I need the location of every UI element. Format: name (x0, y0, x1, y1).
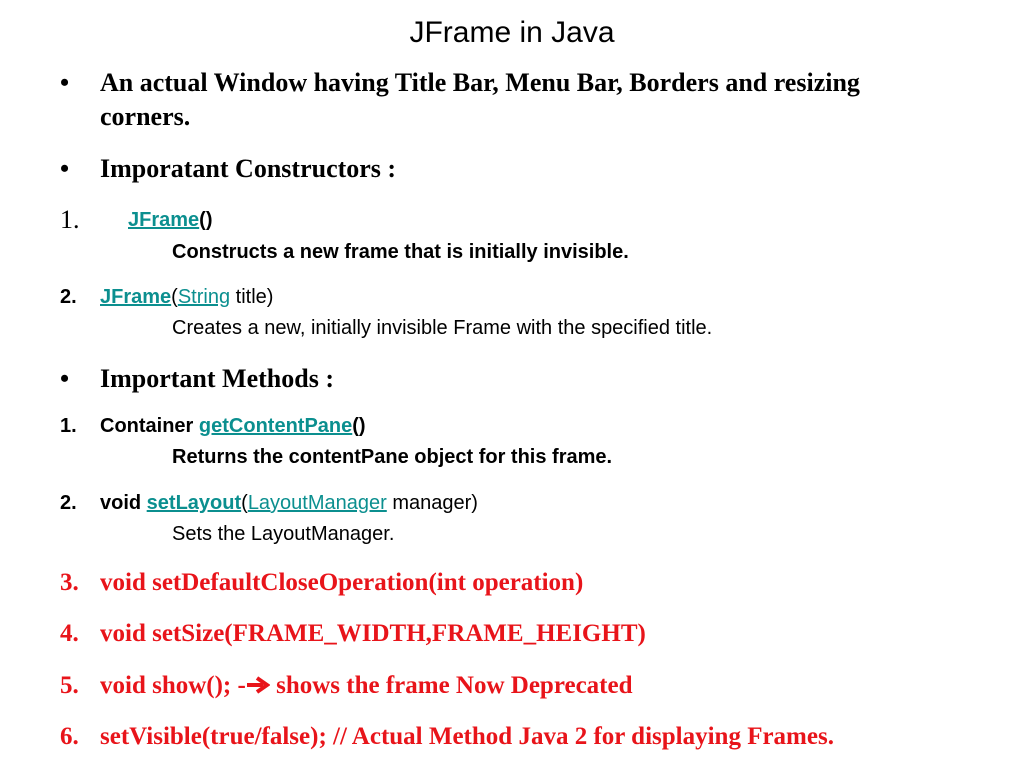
bullet-marker: • (60, 154, 70, 183)
open-paren: ( (171, 286, 178, 308)
method-3-number: 3. (60, 569, 79, 596)
constructor-2-signature (100, 286, 273, 309)
method-5-number: 5. (60, 672, 79, 699)
method-2-description: Sets the LayoutManager. (172, 523, 395, 545)
methods-heading: Important Methods : (100, 364, 334, 393)
window-description-line2: corners. (100, 102, 191, 131)
constructor-2-number: 2. (60, 286, 77, 308)
method-3-text: void setDefaultCloseOperation(int operation) (100, 569, 584, 596)
string-link[interactable]: String (177, 286, 231, 308)
parens: () (352, 415, 366, 437)
slide-title: JFrame in Java (409, 16, 615, 49)
method-2-signature (100, 492, 478, 515)
layoutmanager-link[interactable]: LayoutManager (247, 492, 387, 514)
method-1-number: 1. (60, 415, 77, 437)
return-type: Container (100, 415, 199, 437)
constructor-1-signature (128, 209, 212, 232)
method-5-text (100, 672, 633, 700)
param-rest: title) (230, 286, 274, 308)
constructor-1-description: Constructs a new frame that is initially invisible. (172, 241, 629, 263)
bullet-marker: • (60, 68, 70, 97)
return-type: void (100, 492, 147, 514)
method-1-description: Returns the contentPane object for this frame. (172, 446, 613, 468)
open-paren: ( (241, 492, 248, 514)
getcontentpane-link[interactable]: getContentPane (198, 415, 353, 437)
bullet-marker: • (60, 364, 70, 393)
jframe-link[interactable]: JFrame (128, 209, 200, 231)
constructor-1-number: 1. (60, 205, 80, 234)
right-arrow-icon (246, 672, 270, 699)
method-6-text: setVisible(true/false); // Actual Method Java 2 for displaying Frames. (100, 723, 834, 750)
method-5-after: shows the frame Now Deprecated (269, 672, 633, 699)
method-5-before: void show(); - (100, 672, 246, 699)
method-4-text: void setSize(FRAME_WIDTH,FRAME_HEIGHT) (100, 620, 646, 647)
jframe-link[interactable]: JFrame (100, 286, 172, 308)
constructors-heading: Imporatant Constructors : (100, 154, 397, 183)
method-2-number: 2. (60, 492, 77, 514)
setlayout-link[interactable]: setLayout (146, 492, 242, 514)
window-description-line1: An actual Window having Title Bar, Menu Bar, Borders and resizing (100, 68, 860, 97)
param-rest: manager) (386, 492, 478, 514)
method-6-number: 6. (60, 723, 79, 750)
constructor-2-description: Creates a new, initially invisible Frame with the specified title. (172, 317, 713, 339)
constructor-1-parens: () (199, 209, 213, 231)
method-1-signature (100, 415, 366, 438)
method-4-number: 4. (60, 620, 79, 647)
